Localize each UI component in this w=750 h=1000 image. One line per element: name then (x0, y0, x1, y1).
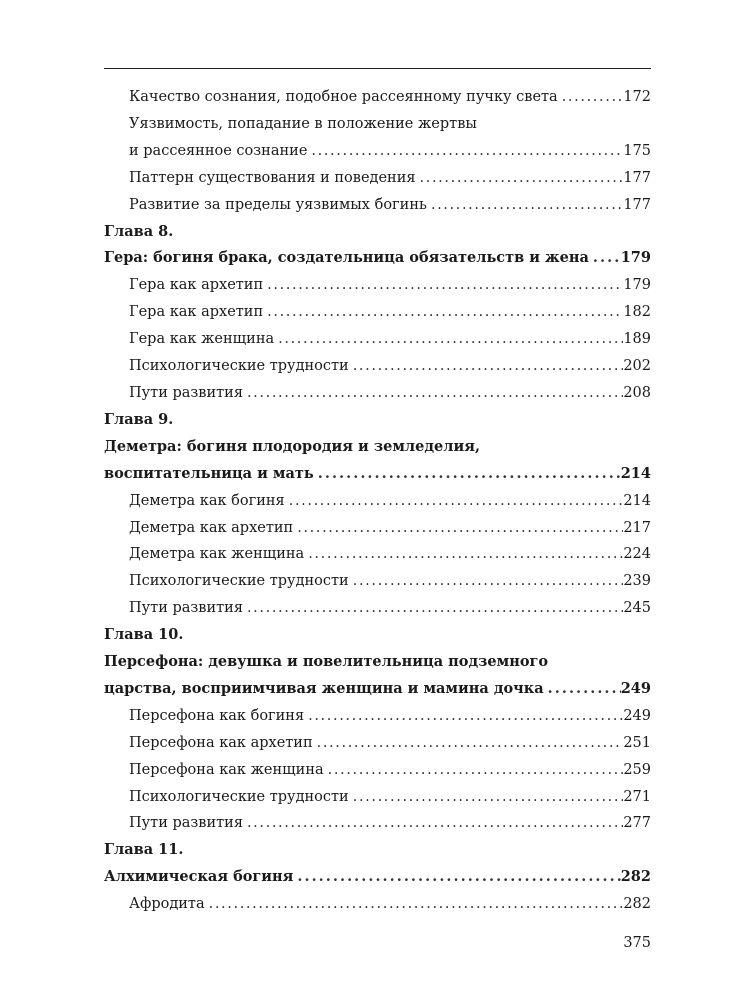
toc-entry-page: 249 (620, 679, 651, 697)
page-number: 375 (623, 935, 651, 951)
toc-entry (104, 299, 651, 326)
toc-entry-title: Деметра как богиня (129, 492, 285, 509)
toc-entry (104, 165, 651, 192)
toc-entry (104, 326, 651, 353)
toc-entry (104, 380, 651, 407)
toc-entry-title: Гера: богиня брака, создательница обязательств и жена (104, 249, 589, 267)
toc-entry-title: Персефона как архетип (129, 734, 313, 751)
toc-entry (104, 730, 651, 757)
dot-leader (314, 461, 621, 488)
toc-entry-page: 282 (620, 868, 651, 886)
dot-leader (243, 380, 623, 407)
toc-entry-page: 177 (623, 169, 651, 186)
toc-entry-title: царства, восприимчивая женщина и мамина дочка (104, 679, 544, 697)
dot-leader (293, 515, 623, 542)
toc-entry-title: Психологические трудности (129, 788, 349, 805)
toc-entry-title: Пути развития (129, 600, 243, 617)
toc-entry-page: 282 (623, 896, 651, 913)
dot-leader (205, 891, 624, 918)
chapter-heading: Персефона: девушка и повелительница подземного (104, 653, 549, 671)
toc-entry (104, 461, 651, 488)
toc-entry-title: Пути развития (129, 815, 243, 832)
toc-entry (104, 864, 651, 891)
chapter-heading: Деметра: богиня плодородия и земледелия, (104, 437, 481, 455)
toc-entry (104, 353, 651, 380)
dot-leader (263, 272, 623, 299)
table-of-contents (104, 84, 651, 918)
toc-entry-page: 202 (623, 358, 651, 375)
dot-leader (589, 245, 621, 272)
dot-leader (558, 84, 624, 111)
dot-leader (293, 864, 620, 891)
toc-entry-page: 224 (623, 546, 651, 563)
header-rule (104, 68, 651, 69)
toc-entry-title: Паттерн существования и поведения (129, 169, 416, 186)
dot-leader (274, 326, 623, 353)
toc-entry-page: 249 (623, 707, 651, 724)
toc-entry-title: и рассеянное сознание (129, 142, 308, 159)
toc-entry-title: Психологические трудности (129, 358, 349, 375)
toc-entry (104, 810, 651, 837)
toc-entry-page: 177 (623, 196, 651, 213)
toc-entry (104, 568, 651, 595)
toc-entry-page: 251 (623, 734, 651, 751)
toc-entry-title: Деметра как архетип (129, 519, 294, 536)
toc-entry-title: Пути развития (129, 384, 243, 401)
toc-entry-page: 179 (623, 277, 651, 294)
toc-entry-title: Персефона как богиня (129, 707, 305, 724)
chapter-heading: Глава 11. (104, 841, 184, 859)
toc-entry-title: Гера как архетип (129, 304, 264, 321)
toc-entry-page: 175 (623, 142, 651, 159)
toc-entry (104, 595, 651, 622)
dot-leader (263, 299, 623, 326)
chapter-heading: Глава 8. (104, 222, 174, 240)
toc-entry (104, 515, 651, 542)
toc-entry-title: Деметра как женщина (129, 546, 305, 563)
toc-entry-page: 259 (623, 761, 651, 778)
toc-entry (104, 245, 651, 272)
toc-entry-title: Психологические трудности (129, 573, 349, 590)
dot-leader (304, 541, 623, 568)
toc-entry (104, 891, 651, 918)
toc-entry-title: Гера как женщина (129, 331, 275, 348)
dot-leader (307, 138, 623, 165)
toc-entry-page: 172 (623, 89, 651, 105)
toc-entry-title: Персефона как женщина (129, 761, 324, 778)
toc-entry-line: Уязвимость, попадание в положение жертвы (129, 115, 477, 132)
dot-leader (427, 192, 623, 219)
dot-leader (313, 730, 624, 757)
toc-entry (104, 757, 651, 784)
toc-entry-page: 179 (620, 249, 651, 267)
dot-leader (544, 676, 621, 703)
toc-entry-title: Гера как архетип (129, 277, 264, 294)
toc-entry (104, 138, 651, 165)
toc-entry-title: воспитательница и мать (104, 464, 314, 482)
toc-entry (104, 84, 651, 111)
toc-entry-title: Развитие за пределы уязвимых богинь (129, 196, 427, 213)
toc-entry-title: Афродита (129, 896, 205, 913)
chapter-heading: Глава 9. (104, 410, 174, 428)
dot-leader (349, 568, 624, 595)
dot-leader (243, 810, 623, 837)
toc-entry-page: 214 (620, 464, 651, 482)
toc-entry-page: 189 (623, 331, 651, 348)
toc-entry-title: Качество сознания, подобное рассеянному пучку света (129, 89, 558, 105)
dot-leader (349, 784, 624, 811)
toc-entry (104, 192, 651, 219)
toc-entry-page: 208 (623, 384, 651, 401)
toc-entry (104, 541, 651, 568)
toc-entry-page: 214 (623, 492, 651, 509)
toc-entry-page: 277 (623, 815, 651, 832)
dot-leader (416, 165, 624, 192)
toc-entry (104, 676, 651, 703)
toc-entry-page: 217 (623, 519, 651, 536)
toc-entry-page: 245 (623, 600, 651, 617)
dot-leader (349, 353, 624, 380)
toc-entry-title: Алхимическая богиня (104, 868, 294, 886)
toc-entry-page: 182 (623, 304, 651, 321)
dot-leader (304, 703, 623, 730)
toc-entry-page: 239 (623, 573, 651, 590)
dot-leader (243, 595, 623, 622)
toc-entry (104, 703, 651, 730)
chapter-heading: Глава 10. (104, 626, 184, 644)
toc-entry (104, 784, 651, 811)
toc-entry (104, 488, 651, 515)
dot-leader (324, 757, 624, 784)
toc-entry (104, 272, 651, 299)
toc-entry-page: 271 (623, 788, 651, 805)
dot-leader (285, 488, 624, 515)
